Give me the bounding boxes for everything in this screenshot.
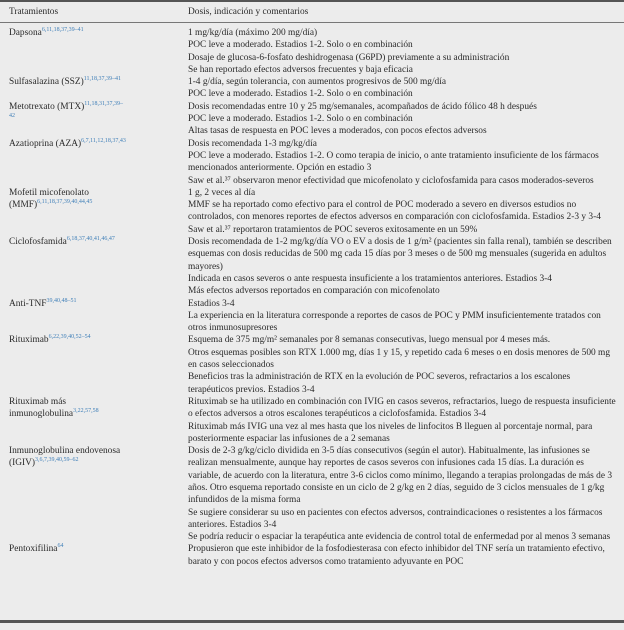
reference-superscript[interactable]: 6,22,39,40,52–54: [48, 334, 91, 341]
detail-paragraph: Dosis de 2-3 g/kg/ciclo dividida en 3-5 días consecutivos (según el autor). Habitualmente, las infusiones se realizan mensualmente, aunque hay reportes de casos severos con infusiones cada 15 días. La duración es variable, de acuerdo con la literatura, entre 3-6 ciclos como mínimo, llegando a terapias prolongadas de más de 3 años. Otro esquema reportado consiste en un ciclo de 2 g/kg en 2 días, seguido de 3 ciclos mensuales de 1 g/kg infundidos de la misma forma: [188, 446, 613, 506]
treatment-details: [188, 101, 616, 138]
treatment-details: [188, 27, 616, 76]
table-bottom-rule: [0, 620, 624, 623]
treatment-label: Ciclofosfamida: [9, 237, 67, 248]
treatment-details: [188, 138, 616, 187]
reference-superscript[interactable]: 3,6,7,39,40,59–62: [35, 457, 79, 464]
detail-paragraph: Indicada en casos severos o ante respuesta insuficiente a los tratamientos anteriores. Estadios 3-4: [188, 273, 552, 284]
treatment-details: [188, 298, 616, 335]
treatment-name: [0, 445, 188, 543]
detail-paragraph: Estadios 3-4: [188, 298, 235, 309]
detail-paragraph: La experiencia en la literatura corresponde a reportes de casos de POC y PMM insuficientemente tratados con otros inmunosupresores: [188, 310, 601, 334]
detail-paragraph: Más efectos adversos reportados en comparación con micofenolato: [188, 286, 440, 297]
treatment-details: [188, 445, 616, 543]
header-dosage: Dosis, indicación y comentarios: [188, 6, 309, 17]
treatment-label: Mofetil micofenolato (MMF): [9, 187, 89, 211]
reference-superscript[interactable]: 6,11,18,37,39–41: [41, 27, 84, 33]
table-row: [0, 298, 624, 335]
table-row: [0, 236, 624, 297]
treatment-label: Inmunoglobulina endovenosa (IGIV): [9, 446, 121, 469]
detail-paragraph: POC leve a moderado. Estadios 1-2. O como terapia de inicio, o ante tratamiento insuficiente de los fármacos mencionados anteriormente. Opción en estadio 3: [188, 150, 599, 174]
treatment-name: [0, 236, 188, 297]
treatment-name: [0, 101, 188, 138]
treatment-label: Sulfasalazina (SSZ): [9, 77, 84, 88]
detail-paragraph: Beneficios tras la administración de RTX en la evolución de POC severos, refractarios a los escalones terapéuticos previos. Estadios 3-4: [188, 372, 571, 395]
treatment-details: [188, 334, 616, 395]
detail-paragraph: 1-4 g/día, según tolerancia, con aumentos progresivos de 500 mg/día: [188, 77, 447, 88]
treatment-label: Rituximab más inmunoglobulina: [9, 396, 74, 420]
detail-paragraph: Se han reportado efectos adversos frecuentes y baja eficacia: [188, 64, 413, 75]
treatment-label: Pentoxifilina: [9, 544, 58, 555]
table-header: [0, 0, 624, 23]
table-row: [0, 396, 624, 445]
treatment-details: [188, 543, 616, 568]
treatment-label: Metotrexato (MTX): [9, 101, 85, 112]
detail-paragraph: POC leve a moderado. Estadios 1-2. Solo o en combinación: [188, 89, 413, 100]
detail-paragraph: Dosis recomendadas entre 10 y 25 mg/semanales, acompañados de ácido fólico 48 h después: [188, 101, 537, 112]
header-treatments: Tratamientos: [9, 6, 59, 17]
reference-superscript[interactable]: 6,18,37,40,41,46,47: [66, 236, 115, 243]
treatment-name: [0, 334, 188, 395]
table-row: [0, 334, 624, 395]
table-row: [0, 101, 624, 138]
reference-superscript[interactable]: 64: [57, 543, 64, 550]
detail-paragraph: MMF se ha reportado como efectivo para el control de POC moderado a severo en diversos estudios no controlados, con menores reportes de efectos adversos en comparación con ciclofosfamida. Estadios 2-3 y 3-4: [188, 200, 601, 223]
treatment-label: Anti-TNF: [9, 298, 47, 309]
reference-superscript[interactable]: 11,18,37,39–41: [83, 76, 122, 83]
detail-paragraph: Propusieron que este inhibidor de la fosfodiesterasa con efecto inhibidor del TNF sería un tratamiento efectivo, barato y con pocos efectos adversos como tratamiento adyuvante en POC: [188, 544, 605, 567]
table-body: [0, 23, 624, 568]
detail-paragraph: 1 mg/kg/día (máximo 200 mg/día): [188, 28, 318, 38]
table-row: [0, 543, 624, 568]
treatment-name: [0, 298, 188, 335]
treatment-name: [0, 187, 188, 236]
table-row: [0, 76, 624, 101]
reference-superscript[interactable]: 39,40,48–51: [46, 297, 77, 304]
detail-paragraph: Saw et al.³⁷ observaron menor efectividad que micofenolato y ciclofosfamida para casos moderados-severos: [188, 175, 594, 186]
detail-paragraph: Altas tasas de respuesta en POC leves a moderados, con pocos efectos adversos: [188, 126, 487, 137]
treatment-name: [0, 27, 188, 76]
treatment-label: Azatioprina (AZA): [9, 138, 82, 149]
treatment-name: [0, 543, 188, 568]
treatment-name: [0, 396, 188, 445]
treatment-name: [0, 138, 188, 187]
treatment-details: [188, 76, 616, 101]
detail-paragraph: Saw et al.³⁷ reportaron tratamientos de POC severos exitosamente en un 59%: [188, 224, 478, 235]
table-row: [0, 27, 624, 76]
detail-paragraph: Dosis recomendada 1-3 mg/kg/día: [188, 138, 317, 149]
detail-paragraph: 1 g, 2 veces al día: [188, 187, 256, 198]
reference-superscript[interactable]: 6,7,11,12,18,37,43: [81, 137, 126, 144]
treatment-name: [0, 76, 188, 101]
detail-paragraph: Esquema de 375 mg/m² semanales por 8 semanas consecutivas, luego mensual por 4 meses más.: [188, 335, 551, 346]
detail-paragraph: Se sugiere considerar su uso en pacientes con efectos adversos, contraindicaciones o resistentes a los fármacos anteriores. Estadios 3-4: [188, 507, 603, 530]
table-row: [0, 445, 624, 543]
detail-paragraph: POC leve a moderado. Estadios 1-2. Solo o en combinación: [188, 114, 413, 125]
detail-paragraph: Rituximab se ha utilizado en combinación con IVIG en casos severos, refractarios, luego de respuesta insuficiente o efectos adversos a otros escalones terapéuticos a ciclofosfamida. Estadios 3-4: [188, 396, 616, 420]
detail-paragraph: Rituximab más IVIG una vez al mes hasta que los niveles de linfocitos B lleguen al porcentaje normal, para posteriormente espaciar las infusiones de a 2 semanas: [188, 421, 593, 444]
treatment-details: [188, 236, 616, 297]
treatment-details: [188, 396, 616, 445]
treatment-label: Dapsona: [9, 28, 42, 38]
treatment-details: [188, 187, 616, 236]
detail-paragraph: Otros esquemas posibles son RTX 1.000 mg, días 1 y 15, y repetido cada 6 meses o en dosis menores de 500 mg en casos seleccionados: [188, 347, 611, 371]
detail-paragraph: Dosaje de glucosa-6-fosfato deshidrogenasa (G6PD) previamente a su administración: [188, 52, 510, 63]
detail-paragraph: Dosis recomendada de 1-2 mg/kg/día VO o EV a dosis de 1 g/m² (pacientes sin falla renal), también se describen esquemas con dosis reducidas de 500 mg cada 15 días por 3 meses o de 500 mg mensuales (sugerida en adultos mayores): [188, 237, 612, 272]
reference-superscript[interactable]: 3,22,57,58: [73, 408, 99, 415]
detail-paragraph: Se podría reducir o espaciar la terapéutica ante evidencia de control total de enfermedad por al menos 3 semanas: [188, 532, 611, 543]
table-row: [0, 138, 624, 187]
detail-paragraph: POC leve a moderado. Estadios 1-2. Solo o en combinación: [188, 40, 413, 51]
reference-superscript[interactable]: 11,18,31,37,39–42: [9, 100, 124, 120]
treatment-label: Rituximab: [9, 335, 49, 346]
reference-superscript[interactable]: 6,11,18,37,39,40,44,45: [37, 199, 93, 206]
table-row: [0, 187, 624, 236]
